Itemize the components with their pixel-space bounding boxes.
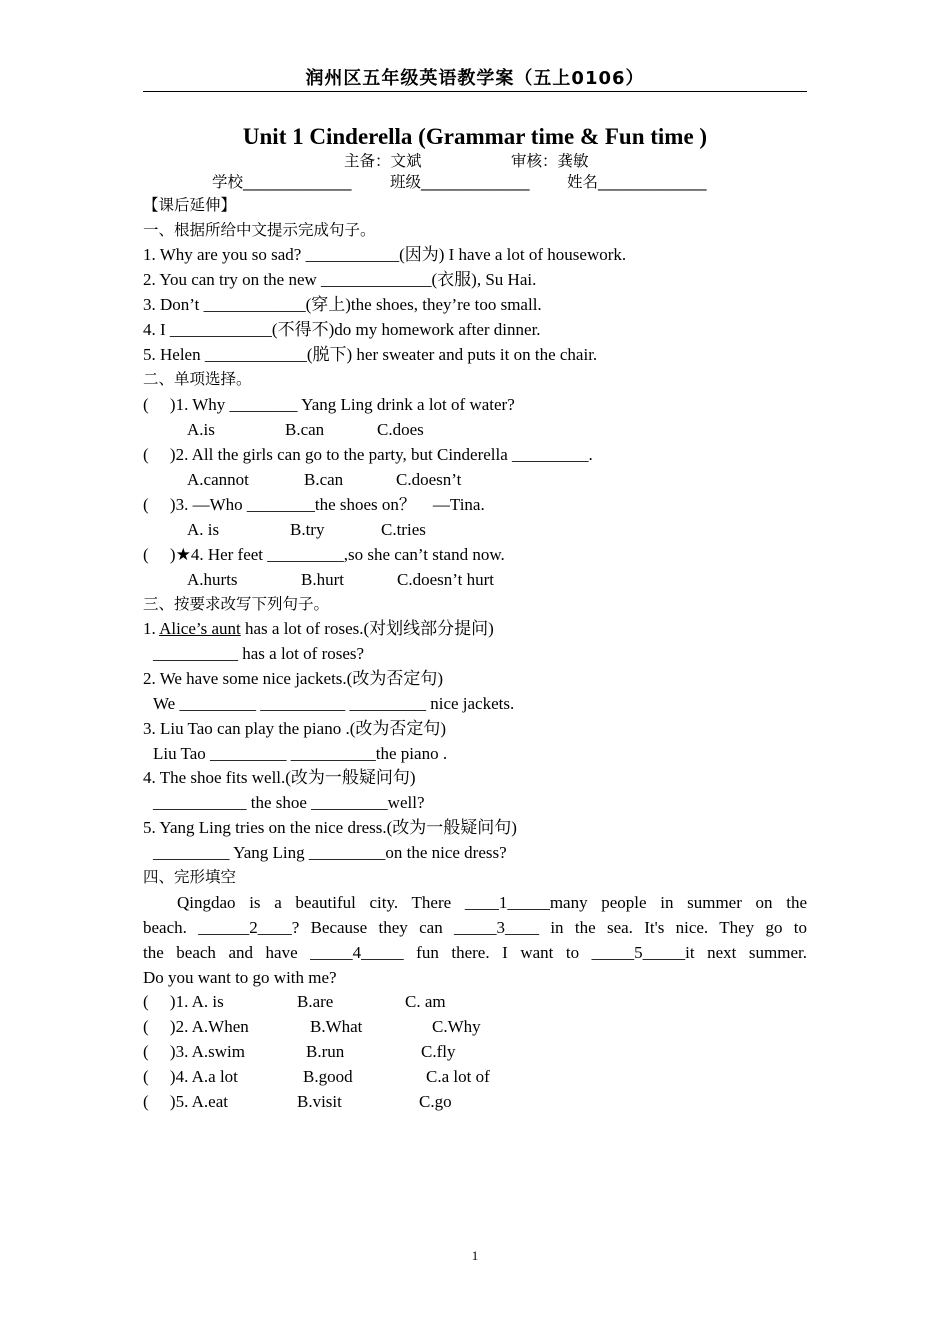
passage-line-2: beach. ______2____? Because they can _____3____ in the sea. It's nice. They go to (143, 918, 807, 937)
part1-item-3: 3. Don’t ____________(穿上)the shoes, they’re too small. (143, 295, 542, 314)
part2-q4-option-c: C.doesn’t hurt (397, 570, 494, 589)
part3-answer-1: __________ has a lot of roses? (153, 644, 365, 663)
cloze-q3-option-b: B.run (306, 1042, 345, 1061)
part2-question-1: ( )1. Why ________ Yang Ling drink a lot of water? (143, 395, 515, 414)
passage-line-4: Do you want to go with me? (143, 968, 337, 987)
part2-q2-option-b: B.can (304, 470, 344, 489)
cloze-q2-option-c: C.Why (432, 1017, 481, 1036)
reviewer: 审核：龚敏 (511, 152, 589, 170)
part2-q4-option-a: A.hurts (187, 570, 238, 589)
part3-sentence-5: 5. Yang Ling tries on the nice dress.(改为一般疑问句) (143, 818, 517, 837)
part2-question-3: ( )3. —Who ________the shoes on？ —Tina. (143, 495, 485, 514)
part3-answer-5: _________ Yang Ling _________on the nice dress? (153, 843, 507, 862)
name-field: 姓名______________ (567, 173, 707, 191)
part3-answer-2: We _________ __________ _________ nice jackets. (153, 694, 515, 713)
part2-question-2: ( )2. All the girls can go to the party, but Cinderella _________. (143, 445, 593, 464)
passage-line-3: the beach and have _____4_____ fun there. I want to _____5_____it next summer. (143, 943, 807, 962)
section-label: 【课后延伸】 (143, 196, 237, 214)
part1-item-4: 4. I ____________(不得不)do my homework after dinner. (143, 320, 541, 339)
part2-q3-option-c: C.tries (381, 520, 426, 539)
part3-answer-4: ___________ the shoe _________well? (153, 793, 425, 812)
cloze-question-1: ( )1. A. is (143, 992, 224, 1011)
part2-q1-option-a: A.is (187, 420, 215, 439)
cloze-question-2: ( )2. A.When (143, 1017, 249, 1036)
part2-q2-option-a: A.cannot (187, 470, 249, 489)
part3-sentence-1 (143, 618, 494, 640)
part2-q4-option-b: B.hurt (301, 570, 344, 589)
part2-q1-option-b: B.can (285, 420, 325, 439)
cloze-q2-option-b: B.What (310, 1017, 363, 1036)
part3-sentence-3: 3. Liu Tao can play the piano .(改为否定句) (143, 719, 447, 738)
passage-line-1: Qingdao is a beautiful city. There ____1_____many people in summer on the (177, 893, 807, 912)
class-field: 班级______________ (390, 173, 530, 191)
cloze-q1-option-c: C. am (405, 992, 446, 1011)
cloze-q4-option-b: B.good (303, 1067, 353, 1086)
cloze-question-4: ( )4. A.a lot (143, 1067, 238, 1086)
part1-item-2: 2. You can try on the new _____________(衣服), Su Hai. (143, 270, 537, 289)
part2-q2-option-c: C.doesn’t (396, 470, 462, 489)
cloze-q5-option-c: C.go (419, 1092, 452, 1111)
cloze-q1-option-b: B.are (297, 992, 334, 1011)
cloze-q5-option-b: B.visit (297, 1092, 342, 1111)
cloze-q4-option-c: C.a lot of (426, 1067, 490, 1086)
part1-item-5: 5. Helen ____________(脱下) her sweater and puts it on the chair. (143, 345, 598, 364)
header-title: 润州区五年级英语教学案（五上0106） (305, 68, 645, 89)
page-number: 1 (471, 1248, 479, 1263)
part2-question-4: ( )★4. Her feet _________,so she can’t stand now. (143, 545, 505, 564)
part3-s1-rest: has a lot of roses.(对划线部分提问) (240, 619, 494, 638)
part3-s1-number: 1. (143, 619, 160, 638)
cloze-question-3: ( )3. A.swim (143, 1042, 245, 1061)
part2-q1-option-c: C.does (377, 420, 424, 439)
part2-heading: 二、单项选择。 (143, 370, 252, 388)
cloze-q3-option-c: C.fly (421, 1042, 456, 1061)
school-field: 学校______________ (212, 173, 352, 191)
main-author: 主备：文斌 (344, 152, 422, 170)
part2-q3-option-b: B.try (290, 520, 325, 539)
part2-q3-option-a: A. is (187, 520, 220, 539)
part4-heading: 四、完形填空 (143, 868, 237, 886)
part3-heading: 三、按要求改写下列句子。 (143, 595, 330, 613)
page-title: Unit 1 Cinderella (Grammar time & Fun time ) (242, 124, 708, 149)
part1-item-1: 1. Why are you so sad? ___________(因为) I have a lot of housework. (143, 245, 627, 264)
part1-heading: 一、根据所给中文提示完成句子。 (143, 221, 376, 239)
header-divider (143, 91, 807, 92)
part3-s1-underlined: Alice’s aunt (159, 619, 241, 638)
cloze-question-5: ( )5. A.eat (143, 1092, 228, 1111)
part3-answer-3: Liu Tao _________ __________the piano . (153, 744, 448, 763)
part3-sentence-4: 4. The shoe fits well.(改为一般疑问句) (143, 768, 416, 787)
part3-sentence-2: 2. We have some nice jackets.(改为否定句) (143, 669, 443, 688)
